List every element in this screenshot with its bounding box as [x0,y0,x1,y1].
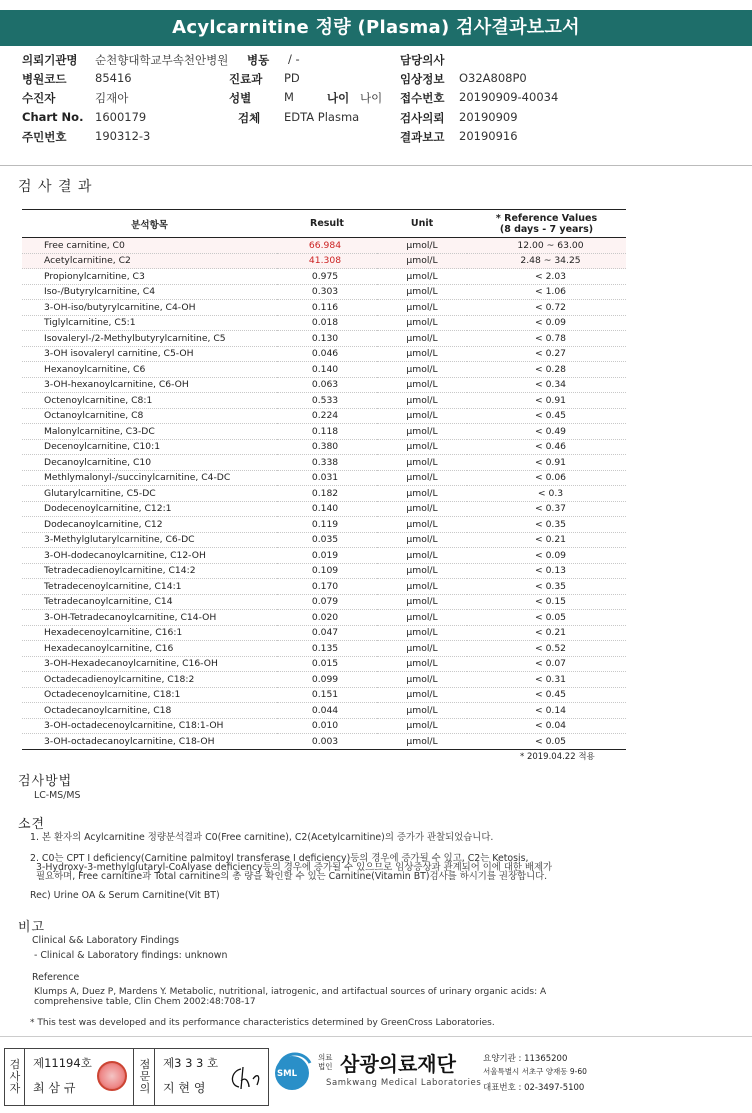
unit-value: μmol/L [377,269,467,285]
table-row [22,331,626,347]
analyte-name: Hexanoylcarnitine, C6 [22,362,277,378]
result-value: 0.130 [277,331,377,347]
table-row [22,300,626,316]
unit-value: μmol/L [377,439,467,455]
unit-value: μmol/L [377,672,467,688]
table-row [22,625,626,641]
analyte-name: Hexadecanoylcarnitine, C16 [22,641,277,657]
table-row [22,362,626,378]
result-value: 0.035 [277,532,377,548]
reference-value: < 2.03 [467,269,626,285]
result-value: 0.099 [277,672,377,688]
unit-value: μmol/L [377,532,467,548]
request-label: 검사의뢰 [400,111,445,125]
unit-value: μmol/L [377,408,467,424]
receipt-value: 20190909-40034 [459,90,559,104]
table-row [22,579,626,595]
sml-logo-text: SML [277,1069,297,1079]
analyte-name: Hexadecenoylcarnitine, C16:1 [22,625,277,641]
result-value: 0.118 [277,424,377,440]
result-value: 0.975 [277,269,377,285]
unit-value: μmol/L [377,284,467,300]
sex-label: 성별 [229,91,252,105]
table-row [22,687,626,703]
reference-value: < 0.27 [467,346,626,362]
unit-value: μmol/L [377,393,467,409]
reference-value: < 0.35 [467,517,626,533]
result-value: 0.135 [277,641,377,657]
table-row [22,563,626,579]
analyte-name: 3-OH-octadecanoylcarnitine, C18-OH [22,734,277,750]
institution-value: 순천향대학교부속천안병원 [95,53,229,67]
unit-value: μmol/L [377,718,467,734]
doctor-label: 담당의사 [400,53,445,67]
reference-value: < 0.72 [467,300,626,316]
sml-logo-icon [272,1049,316,1093]
age-value: 나이 [360,91,383,105]
reference-value: < 0.07 [467,656,626,672]
result-value: 0.019 [277,548,377,564]
reference-value: < 0.37 [467,501,626,517]
reference-value: < 0.13 [467,563,626,579]
reference-value: < 0.3 [467,486,626,502]
table-row [22,315,626,331]
header-reference [467,210,626,238]
examiner-name: 최 삼 규 [33,1081,76,1095]
table-row [22,439,626,455]
findings-line1: 1. 본 환자의 Acylcarnitine 정량분석결과 C0(Free carnitine), C2(Acetylcarnitine)의 증가가 관찰되었습니다. [30,832,494,843]
reference-value: 2.48 ~ 34.25 [467,253,626,269]
table-row [22,532,626,548]
specialist-license: 제3 3 3 호 [163,1056,219,1070]
reference-value: < 0.21 [467,532,626,548]
analyte-name: Octadecenoylcarnitine, C18:1 [22,687,277,703]
corporation-badge-line1: 의료 [318,1053,333,1062]
findings-recommendation: Rec) Urine OA & Serum Carnitine(Vit BT) [30,890,220,901]
chart-no-value: 1600179 [95,110,147,124]
chart-no-label: Chart No. [22,110,84,124]
table-row [22,656,626,672]
unit-value: μmol/L [377,331,467,347]
organization-address: 서울특별시 서초구 양재동 9-60 [483,1067,587,1076]
unit-value: μmol/L [377,517,467,533]
unit-value: μmol/L [377,315,467,331]
table-row [22,346,626,362]
unit-value: μmol/L [377,548,467,564]
clinical-info-value: O32A808P0 [459,71,527,85]
result-value: 0.140 [277,501,377,517]
table-row [22,594,626,610]
analyte-name: Octenoylcarnitine, C8:1 [22,393,277,409]
examiner-label-cell [5,1049,25,1105]
reference-value: < 0.09 [467,315,626,331]
result-value: 0.003 [277,734,377,750]
table-row [22,253,626,269]
table-row [22,455,626,471]
unit-value: μmol/L [377,734,467,750]
table-row [22,284,626,300]
unit-value: μmol/L [377,610,467,626]
result-value: 0.063 [277,377,377,393]
specialist-name: 지 현 영 [163,1081,206,1095]
result-value: 0.116 [277,300,377,316]
analyte-name: Malonylcarnitine, C3-DC [22,424,277,440]
reference-value: < 0.35 [467,579,626,595]
reference-value: < 0.45 [467,687,626,703]
reference-value: < 0.45 [467,408,626,424]
hospital-code-label: 병원코드 [22,72,67,86]
footer [0,1045,752,1113]
reference-value: < 0.91 [467,393,626,409]
table-row [22,734,626,750]
analyte-name: Decanoylcarnitine, C10 [22,455,277,471]
age-label: 나이 [327,91,350,105]
reference-line1: Klumps A, Duez P, Mardens Y. Metabolic, nutritional, iatrogenic, and artifactual sources of urinary organic acids: A [34,987,547,997]
reference-value: < 0.31 [467,672,626,688]
report-date-label: 결과보고 [400,130,445,144]
reference-value: < 0.46 [467,439,626,455]
findings-title: 소견 [18,817,46,832]
analyte-name: 3-OH-Hexadecanoylcarnitine, C16-OH [22,656,277,672]
reference-value: < 0.21 [467,625,626,641]
sex-value: M [284,90,294,104]
analyte-name: Tetradecadienoylcarnitine, C14:2 [22,563,277,579]
result-value: 0.015 [277,656,377,672]
reference-value: < 0.49 [467,424,626,440]
corporation-badge-line2: 법인 [318,1062,333,1071]
unit-value: μmol/L [377,362,467,378]
analyte-name: 3-OH-dodecanoylcarnitine, C12-OH [22,548,277,564]
table-row [22,672,626,688]
header-unit: Unit [377,210,467,238]
analyte-name: Free carnitine, C0 [22,238,277,254]
footer-divider [0,1036,752,1037]
specialist-label: 점문의 [139,1058,151,1095]
header-item: 분석항목 [22,210,277,238]
specimen-label: 검체 [238,111,261,125]
analyte-name: 3-OH-hexanoylcarnitine, C6-OH [22,377,277,393]
unit-value: μmol/L [377,625,467,641]
corporation-badge [318,1053,333,1071]
unit-value: μmol/L [377,300,467,316]
unit-value: μmol/L [377,563,467,579]
table-row [22,269,626,285]
examiner-label: 검사자 [9,1058,21,1095]
header-result: Result [277,210,377,238]
result-value: 0.018 [277,315,377,331]
result-value: 0.224 [277,408,377,424]
findings-line2c: 필요하며, Free carnitine과 Total carnitine의 총 량을 확인할 수 있는 Carnitine(Vitamin BT)검사를 하시기를 권장합니다. [36,871,548,882]
divider [0,165,752,166]
analyte-name: Acetylcarnitine, C2 [22,253,277,269]
table-row [22,393,626,409]
unit-value: μmol/L [377,656,467,672]
unit-value: μmol/L [377,346,467,362]
reference-value: < 0.91 [467,455,626,471]
table-row [22,377,626,393]
result-value: 0.047 [277,625,377,641]
specialist-label-cell [133,1049,155,1105]
result-value: 0.119 [277,517,377,533]
table-row [22,517,626,533]
table-row [22,610,626,626]
analyte-name: Methlymalonyl-/succinylcarnitine, C4-DC [22,470,277,486]
unit-value: μmol/L [377,687,467,703]
reference-value: < 0.15 [467,594,626,610]
result-value: 0.140 [277,362,377,378]
reference-value: < 0.28 [467,362,626,378]
unit-value: μmol/L [377,703,467,719]
table-header-row [22,210,626,238]
header-reference-line2: (8 days - 7 years) [499,223,594,235]
unit-value: μmol/L [377,501,467,517]
reference-value: < 0.05 [467,734,626,750]
analyte-name: 3-OH-iso/butyrylcarnitine, C4-OH [22,300,277,316]
reference-value: < 0.78 [467,331,626,347]
organization-phone: 대표번호 : 02-3497-5100 [483,1083,585,1093]
analyte-name: Glutarylcarnitine, C5-DC [22,486,277,502]
unit-value: μmol/L [377,470,467,486]
analyte-name: Tetradecenoylcarnitine, C14:1 [22,579,277,595]
unit-value: μmol/L [377,455,467,471]
result-value: 0.182 [277,486,377,502]
table-row [22,703,626,719]
result-value: 41.308 [277,253,377,269]
result-value: 0.109 [277,563,377,579]
clinical-info-label: 임상정보 [400,72,445,86]
reference-value: < 0.04 [467,718,626,734]
result-value: 0.151 [277,687,377,703]
analyte-name: Octadecadienoylcarnitine, C18:2 [22,672,277,688]
institution-label: 의뢰기관명 [22,53,78,67]
remarks-title: 비고 [18,920,46,935]
analyte-name: Isovaleryl-/2-Methylbutyrylcarnitine, C5 [22,331,277,347]
department-label: 진료과 [229,72,263,86]
reference-value: 12.00 ~ 63.00 [467,238,626,254]
analyte-name: Iso-/Butyrylcarnitine, C4 [22,284,277,300]
unit-value: μmol/L [377,486,467,502]
organization-name: 삼광의료재단 [340,1052,456,1076]
table-row [22,641,626,657]
signature-box [4,1048,269,1106]
report-title-bar [0,10,752,46]
analyte-name: Decenoylcarnitine, C10:1 [22,439,277,455]
analyte-name: 3-OH-octadecenoylcarnitine, C18:1-OH [22,718,277,734]
findings-line2b: 3-Hydroxy-3-methylglutaryl-CoAlyase deficiency등의 경우에 증가될 수 있으므로 임상증상과 관계되어 이에 대한 배제가 [36,862,553,873]
specimen-value: EDTA Plasma [284,110,360,124]
table-row [22,424,626,440]
patient-name-value: 김재아 [95,91,129,105]
analyte-name: Dodecenoylcarnitine, C12:1 [22,501,277,517]
analyte-name: 3-Methylglutarylcarnitine, C6-DC [22,532,277,548]
table-row [22,238,626,254]
department-value: PD [284,71,300,85]
result-value: 0.338 [277,455,377,471]
unit-value: μmol/L [377,377,467,393]
results-section-title: 검 사 결 과 [18,179,93,195]
method-title: 검사방법 [18,774,73,789]
table-footnote: * 2019.04.22 적용 [520,752,595,762]
examiner-license: 제11194호 [33,1056,92,1070]
table-row [22,470,626,486]
result-value: 0.020 [277,610,377,626]
reference-line2: comprehensive table, Clin Chem 2002:48:708-17 [34,997,256,1007]
method-value: LC-MS/MS [34,790,81,801]
result-value: 0.046 [277,346,377,362]
unit-value: μmol/L [377,641,467,657]
table-row [22,548,626,564]
results-body [22,238,626,750]
analyte-name: Dodecanoylcarnitine, C12 [22,517,277,533]
institution-code: 요양기관 : 11365200 [483,1054,568,1064]
result-value: 0.380 [277,439,377,455]
report-date-value: 20190916 [459,129,518,143]
resident-no-value: 190312-3 [95,129,151,143]
result-value: 0.044 [277,703,377,719]
reference-value: < 0.06 [467,470,626,486]
analyte-name: Propionylcarnitine, C3 [22,269,277,285]
development-note: * This test was developed and its performance characteristics determined by GreenCross Laboratories. [30,1018,495,1028]
reference-value: < 0.52 [467,641,626,657]
result-value: 0.010 [277,718,377,734]
patient-name-label: 수진자 [22,91,56,105]
reference-value: < 0.09 [467,548,626,564]
findings-line2a: 2. C0는 CPT I deficiency(Carnitine palmitoyl transferase I deficiency)등의 경우에 증가될 수 있고, C2는 Ketosis, [30,853,529,864]
hospital-code-value: 85416 [95,71,132,85]
result-value: 0.170 [277,579,377,595]
table-row [22,486,626,502]
report-title: Acylcarnitine 정량 (Plasma) 검사결과보고서 [172,17,580,38]
unit-value: μmol/L [377,424,467,440]
ward-label: 병동 [247,53,270,67]
signature-icon [227,1063,263,1093]
result-value: 0.079 [277,594,377,610]
reference-value: < 0.34 [467,377,626,393]
request-value: 20190909 [459,110,518,124]
unit-value: μmol/L [377,594,467,610]
analyte-name: 3-OH isovaleryl carnitine, C5-OH [22,346,277,362]
analyte-name: 3-OH-Tetradecanoylcarnitine, C14-OH [22,610,277,626]
organization-english-name: Samkwang Medical Laboratories [326,1078,482,1088]
result-value: 0.533 [277,393,377,409]
analyte-name: Tiglylcarnitine, C5:1 [22,315,277,331]
reference-value: < 1.06 [467,284,626,300]
analyte-name: Tetradecanoylcarnitine, C14 [22,594,277,610]
analyte-name: Octanoylcarnitine, C8 [22,408,277,424]
reference-title: Reference [32,972,80,983]
result-value: 0.303 [277,284,377,300]
reference-value: < 0.14 [467,703,626,719]
table-row [22,718,626,734]
analyte-name: Octadecanoylcarnitine, C18 [22,703,277,719]
unit-value: μmol/L [377,579,467,595]
unit-value: μmol/L [377,238,467,254]
result-value: 66.984 [277,238,377,254]
resident-no-label: 주민번호 [22,130,67,144]
receipt-label: 접수번호 [400,91,445,105]
ward-value: / - [288,52,300,66]
result-value: 0.031 [277,470,377,486]
reference-value: < 0.05 [467,610,626,626]
clinical-findings-value: - Clinical & Laboratory findings: unknown [34,950,228,961]
results-table [22,209,626,750]
table-row [22,501,626,517]
clinical-findings-title: Clinical && Laboratory Findings [32,935,180,946]
table-row [22,408,626,424]
seal-stamp [97,1061,127,1091]
header-reference-line1: * Reference Values [495,212,598,224]
unit-value: μmol/L [377,253,467,269]
